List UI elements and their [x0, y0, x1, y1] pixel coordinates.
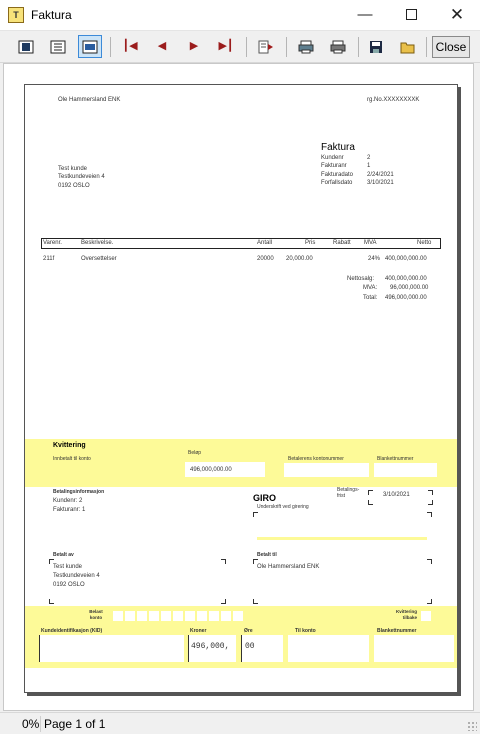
belop-value: 496,000,000.00: [190, 467, 232, 473]
account-digit-box: [185, 611, 195, 621]
next-page-button[interactable]: [182, 35, 206, 58]
single-page-icon: [18, 40, 34, 54]
betalingsfrist-label: Betalings-frist: [337, 487, 360, 499]
page-indicator: Page 1 of 1: [44, 717, 106, 731]
open-button[interactable]: [396, 35, 420, 58]
ore-value: 00: [245, 642, 255, 651]
open-icon: [400, 40, 416, 54]
kvittering-title: Kvittering: [53, 442, 86, 449]
innbetalt-label: Innbetalt til konto: [53, 456, 91, 462]
blankettnr-field: [374, 463, 437, 477]
betalt-av-city: 0192 OSLO: [53, 582, 85, 588]
org-number: rg.No.XXXXXXXXK: [367, 97, 420, 103]
field-corner: [368, 490, 373, 495]
field-corner: [427, 512, 432, 517]
betalt-av-label: Betalt av: [53, 552, 74, 558]
ore-label: Øre: [244, 628, 253, 634]
fakturanr-line: Fakturanr: 1: [53, 507, 86, 513]
col-mva: MVA: [364, 240, 377, 246]
kid-label: Kundeidentifikasjon (KID): [41, 628, 103, 634]
window-title: Faktura: [31, 8, 72, 22]
field-corner: [427, 559, 432, 564]
col-beskrivelse: Beskrivelse.: [81, 240, 114, 246]
export-icon: [258, 40, 274, 54]
kroner-value: 496,000,: [191, 642, 230, 651]
col-rabatt: Rabatt: [333, 240, 351, 246]
thumbnail-button[interactable]: [46, 35, 70, 58]
first-page-button[interactable]: [118, 35, 142, 58]
account-digit-box: [149, 611, 159, 621]
title-bar: [0, 0, 480, 31]
field-corner: [368, 500, 373, 505]
field-corner: [428, 500, 433, 505]
save-icon: [369, 40, 383, 54]
line-mva: 24%: [368, 256, 381, 262]
toolbar-separator: [286, 37, 287, 57]
previous-page-button[interactable]: [150, 35, 174, 58]
blankettnr-label: Blankettnummer: [377, 456, 414, 462]
meta-value: 1: [367, 163, 371, 169]
first-page-icon: ┃◀: [122, 40, 138, 52]
account-digit-box: [233, 611, 243, 621]
mva-label: MVA:: [363, 285, 378, 291]
export-button[interactable]: [254, 35, 278, 58]
field-corner: [253, 599, 258, 604]
col-netto: Netto: [417, 240, 432, 246]
field-corner: [427, 599, 432, 604]
line-varenr: 211f: [43, 256, 55, 262]
resize-grip-icon[interactable]: [467, 721, 477, 731]
meta-value: 2: [367, 155, 371, 161]
kroner-label: Kroner: [190, 628, 207, 634]
meta-value: 2/24/2021: [367, 172, 394, 178]
col-pris: Pris: [305, 240, 316, 246]
col-antall: Antall: [257, 240, 273, 246]
thumbnail-icon: [50, 40, 66, 54]
customer-city: 0192 OSLO: [58, 183, 90, 189]
belop-label: Beløp: [188, 450, 202, 456]
account-digit-box: [209, 611, 219, 621]
betalingsinfo-label: Betalingsinformasjon: [53, 489, 105, 495]
page-width-icon: [82, 40, 98, 54]
kvittering-tilbake-box: [421, 611, 431, 621]
close-window-button[interactable]: ✕: [449, 5, 465, 24]
mva-value: 96,000,000.00: [390, 285, 429, 291]
customer-street: Testkundeveien 4: [58, 174, 105, 180]
netto-label: Nettosalg:: [347, 276, 375, 282]
betalers-konto-field: [284, 463, 369, 477]
maximize-button[interactable]: [388, 0, 434, 30]
underskrift-label: Underskrift ved girering: [257, 504, 309, 510]
previous-page-icon: ◀: [157, 40, 167, 52]
total-value: 496,000,000.00: [385, 295, 427, 301]
blankettnr2-field: [374, 635, 454, 662]
print-setup-button[interactable]: [294, 35, 318, 58]
signature-line: [257, 537, 427, 540]
print-icon: [330, 40, 346, 54]
col-varenr: Varenr.: [43, 240, 62, 246]
kundenr-line: Kundenr: 2: [53, 498, 83, 504]
meta-label: Forfallsdato: [321, 180, 353, 186]
meta-label: Fakturadato: [321, 172, 354, 178]
print-setup-icon: [298, 40, 314, 54]
single-page-button[interactable]: [14, 35, 38, 58]
toolbar-separator: [246, 37, 247, 57]
netto-value: 400,000,000.00: [385, 276, 427, 282]
field-corner: [221, 559, 226, 564]
next-page-icon: ▶: [189, 40, 199, 52]
betalt-av-street: Testkundeveien 4: [53, 573, 100, 579]
field-corner: [253, 512, 258, 517]
status-bar: [0, 712, 480, 734]
giro-title: GIRO: [253, 493, 277, 503]
close-button[interactable]: Close: [432, 36, 470, 58]
line-beskrivelse: Oversettelser: [81, 256, 117, 262]
invoice-page: [24, 84, 458, 693]
field-corner: [49, 599, 54, 604]
last-page-button[interactable]: [214, 35, 238, 58]
toolbar-separator: [110, 37, 111, 57]
maximize-icon: [406, 9, 417, 20]
page-width-button[interactable]: [78, 35, 102, 58]
customer-name: Test kunde: [58, 166, 88, 172]
account-digit-box: [125, 611, 135, 621]
betalt-til-label: Betalt til: [257, 552, 277, 558]
account-digit-box: [197, 611, 207, 621]
last-page-icon: ▶┃: [218, 40, 234, 52]
line-antall: 20000: [257, 256, 274, 262]
line-netto: 400,000,000.00: [385, 256, 427, 262]
company-name: Ole Hammersland ENK: [58, 97, 121, 103]
line-pris: 20,000.00: [286, 256, 313, 262]
minimize-button[interactable]: —: [357, 6, 373, 23]
app-icon: T: [8, 7, 24, 23]
account-digit-box: [113, 611, 123, 621]
account-digit-box: [221, 611, 231, 621]
field-corner: [221, 599, 226, 604]
kid-field: [39, 635, 184, 662]
toolbar-separator: [358, 37, 359, 57]
betalt-av-name: Test kunde: [53, 564, 83, 570]
blankettnr2-label: Blankettnummer: [377, 628, 417, 634]
status-divider: [40, 716, 41, 732]
meta-value: 3/10/2021: [367, 180, 394, 186]
kvittering-tilbake-label: Kvittering tilbake: [395, 609, 417, 620]
toolbar-separator: [426, 37, 427, 57]
til-konto-field: [288, 635, 369, 662]
meta-label: Kundenr: [321, 155, 344, 161]
print-button[interactable]: [326, 35, 350, 58]
account-digit-box: [161, 611, 171, 621]
total-label: Total:: [363, 295, 378, 301]
invoice-title: Faktura: [321, 142, 355, 153]
belast-konto-label: Belast konto: [89, 609, 103, 620]
meta-label: Fakturanr: [321, 163, 347, 169]
betalt-til-value: Ole Hammersland ENK: [257, 564, 320, 570]
betalingsfrist-value: 3/10/2021: [383, 492, 410, 498]
account-digit-box: [173, 611, 183, 621]
field-corner: [428, 490, 433, 495]
til-konto-label: Til konto: [295, 628, 316, 634]
save-button[interactable]: [364, 35, 388, 58]
toolbar: [0, 31, 480, 63]
account-digit-box: [137, 611, 147, 621]
betalers-konto-label: Betalerens kontonummer: [288, 456, 344, 462]
zoom-level: 0%: [22, 717, 40, 731]
